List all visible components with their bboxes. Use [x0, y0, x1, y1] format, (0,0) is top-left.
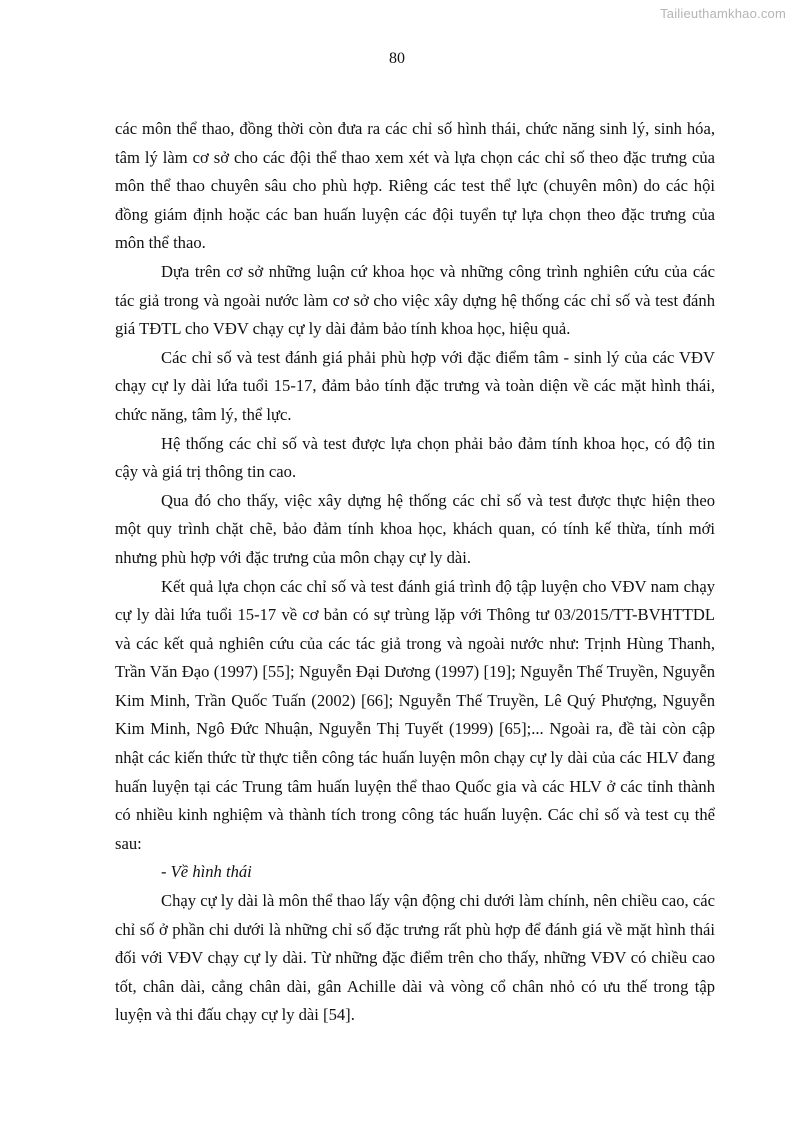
paragraph-final: Chạy cự ly dài là môn thể thao lấy vận động chi dưới làm chính, nên chiều cao, các chỉ số ở phần chi dưới là những chỉ số đặc trưng rất phù hợp để đánh giá về mặt hình thái đối với VĐV chạy cự ly dài. Từ những đặc điểm trên cho thấy, những VĐV có chiều cao tốt, chân dài, cẳng chân dài, gân Achille dài và vòng cổ chân nhỏ có ưu thế trong tập luyện và thi đấu chạy cự ly dài [54]. — [115, 891, 715, 1025]
paragraph-6: Kết quả lựa chọn các chỉ số và test đánh giá trình độ tập luyện cho VĐV nam chạy cự ly dài lứa tuổi 15-17 về cơ bản có sự trùng lặp với Thông tư 03/2015/TT-BVHTTDL và các kết quả nghiên cứu của các tác giả trong và ngoài nước như: Trịnh Hùng Thanh, Trần Văn Đạo (1997) [55]; Nguyễn Đại Dương (1997) [19]; Nguyễn Thế Truyền, Nguyễn Kim Minh, Trần Quốc Tuấn (2002) [66]; Nguyễn Thế Truyền, Lê Quý Phượng, Nguyễn Kim Minh, Ngô Đức Nhuận, Nguyễn Thị Tuyết (1999) [65];... Ngoài ra, đề tài còn cập nhật các kiến thức từ thực tiễn công tác huấn luyện môn chạy cự ly dài của các HLV đang huấn luyện tại các Trung tâm huấn luyện thể thao Quốc gia và các HLV ở các tỉnh thành có nhiều kinh nghiệm và thành tích trong công tác huấn luyện. Các chỉ số và test cụ thể sau: — [115, 576, 715, 853]
paragraph-4: Hệ thống các chỉ số và test được lựa chọn phải bảo đảm tính khoa học, có độ tin cậy và giá trị thông tin cao. — [115, 433, 715, 482]
section-subheading: - Về hình thái — [161, 862, 252, 882]
paragraph-5: Qua đó cho thấy, việc xây dựng hệ thống các chỉ số và test được thực hiện theo một quy trình chặt chẽ, bảo đảm tính khoa học, khách quan, có tính kế thừa, tính mới nhưng phù hợp với đặc trưng của môn chạy cự ly dài. — [115, 490, 715, 567]
watermark: Tailieuthamkhao.com — [660, 6, 786, 21]
paragraph-3: Các chỉ số và test đánh giá phải phù hợp với đặc điểm tâm - sinh lý của các VĐV chạy cự ly dài lứa tuổi 15-17, đảm bảo tính đặc trưng và toàn diện về các mặt hình thái, chức năng, tâm lý, thể lực. — [115, 347, 715, 424]
paragraph-1: các môn thể thao, đồng thời còn đưa ra các chỉ số hình thái, chức năng sinh lý, sinh hóa, tâm lý làm cơ sở cho các đội thể thao xem xét và lựa chọn các chỉ số theo đặc trưng của môn thể thao chuyên sâu cho phù hợp. Riêng các test thể lực (chuyên môn) do các hội đồng giám định hoặc các ban huấn luyện các đội tuyển tự lựa chọn theo đặc trưng của môn thể thao. — [115, 119, 715, 253]
page-number: 80 — [389, 50, 405, 67]
paragraph-2: Dựa trên cơ sở những luận cứ khoa học và những công trình nghiên cứu của các tác giả trong và ngoài nước làm cơ sở cho việc xây dựng hệ thống các chỉ số và test đánh giá TĐTL cho VĐV chạy cự ly dài đảm bảo tính khoa học, hiệu quả. — [115, 261, 715, 339]
document-body — [115, 115, 715, 1030]
